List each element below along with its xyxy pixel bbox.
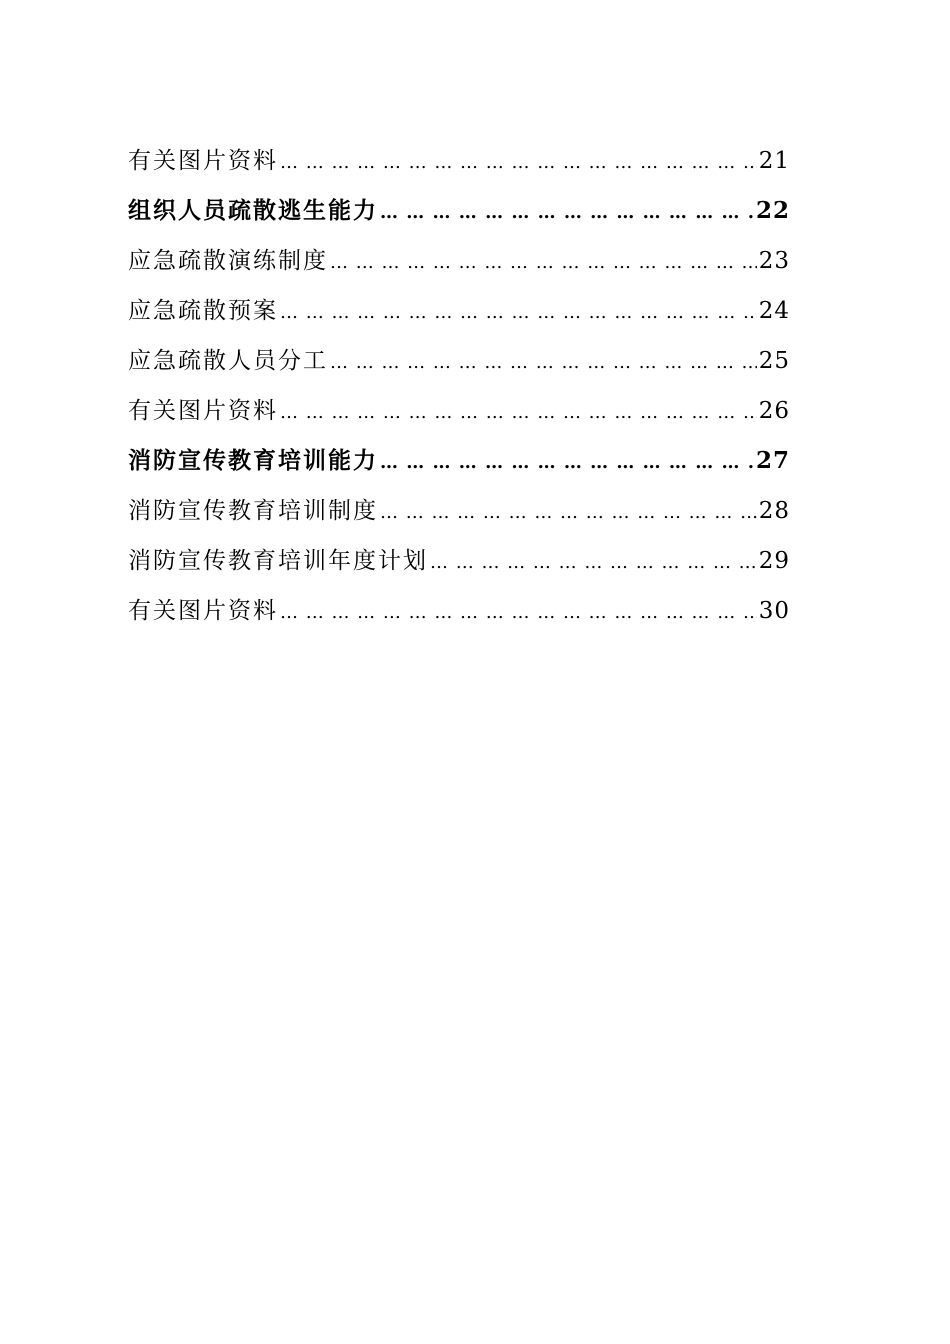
toc-entry[interactable] bbox=[128, 392, 790, 442]
toc-entry-title: 有关图片资料 bbox=[128, 398, 278, 424]
toc-entry[interactable] bbox=[128, 142, 790, 192]
toc-entry[interactable] bbox=[128, 292, 790, 342]
toc-section-heading[interactable] bbox=[128, 192, 790, 242]
toc-entry-page: 22 bbox=[755, 197, 790, 224]
toc-entry-page: 23 bbox=[758, 248, 790, 274]
toc-entry[interactable] bbox=[128, 542, 790, 592]
toc-leader-dots bbox=[280, 602, 757, 623]
toc-entry-title: 应急疏散预案 bbox=[128, 298, 278, 324]
toc-entry-title: 组织人员疏散逃生能力 bbox=[128, 197, 378, 224]
toc-entry-title: 有关图片资料 bbox=[128, 598, 278, 624]
toc-leader-dots bbox=[330, 352, 757, 373]
table-of-contents bbox=[128, 142, 790, 642]
toc-entry[interactable] bbox=[128, 492, 790, 542]
toc-entry-page: 25 bbox=[758, 348, 790, 374]
toc-entry-title: 有关图片资料 bbox=[128, 148, 278, 174]
toc-entry-page: 30 bbox=[758, 598, 790, 624]
toc-entry[interactable] bbox=[128, 342, 790, 392]
toc-entry[interactable] bbox=[128, 242, 790, 292]
toc-leader-dots bbox=[430, 552, 757, 573]
toc-entry-page: 26 bbox=[758, 398, 790, 424]
toc-entry-title: 消防宣传教育培训能力 bbox=[128, 447, 378, 474]
toc-leader-dots bbox=[380, 452, 754, 473]
toc-entry[interactable] bbox=[128, 592, 790, 642]
toc-entry-title: 应急疏散演练制度 bbox=[128, 248, 328, 274]
toc-entry-page: 24 bbox=[758, 298, 790, 324]
toc-section-heading[interactable] bbox=[128, 442, 790, 492]
toc-leader-dots bbox=[280, 152, 757, 173]
toc-entry-title: 消防宣传教育培训年度计划 bbox=[128, 548, 428, 574]
toc-entry-page: 27 bbox=[755, 447, 790, 474]
toc-entry-title: 应急疏散人员分工 bbox=[128, 348, 328, 374]
toc-leader-dots bbox=[280, 402, 757, 423]
toc-leader-dots bbox=[280, 302, 757, 323]
toc-leader-dots bbox=[380, 202, 754, 223]
toc-leader-dots bbox=[330, 252, 757, 273]
toc-entry-title: 消防宣传教育培训制度 bbox=[128, 498, 378, 524]
toc-entry-page: 21 bbox=[758, 148, 790, 174]
toc-entry-page: 28 bbox=[758, 498, 790, 524]
toc-entry-page: 29 bbox=[758, 548, 790, 574]
toc-leader-dots bbox=[380, 502, 757, 523]
